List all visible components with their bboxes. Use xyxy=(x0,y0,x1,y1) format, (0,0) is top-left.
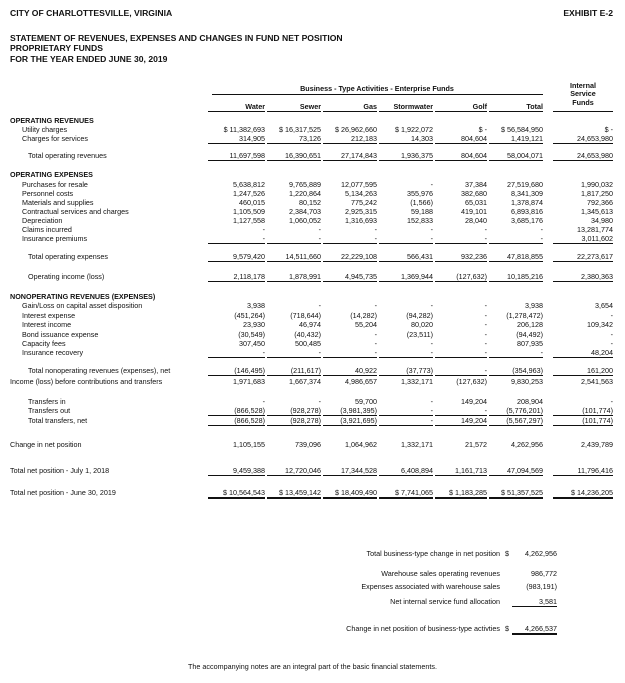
cell-value: 804,604 xyxy=(435,151,487,161)
cell-value: - xyxy=(484,339,487,348)
cell-value: - xyxy=(540,225,543,234)
cell-value: 792,366 xyxy=(587,198,613,207)
summary-label: Change in net position of business-type activties xyxy=(346,624,500,633)
table-row xyxy=(0,330,625,339)
cell-value: 9,765,889 xyxy=(289,180,321,189)
summary-value: 3,581 xyxy=(512,597,557,607)
cell-value: 14,303 xyxy=(379,134,433,144)
table-row xyxy=(0,301,625,310)
cell-value: 5,638,812 xyxy=(233,180,265,189)
cell-value: 22,229,108 xyxy=(323,252,377,262)
cell-value: - xyxy=(430,225,433,234)
cell-value: (101,774) xyxy=(553,406,613,416)
cell-value: 58,004,071 xyxy=(489,151,543,161)
row-label: Total operating expenses xyxy=(28,252,108,261)
exhibit-label: EXHIBIT E-2 xyxy=(563,8,613,18)
cell-value: (866,528) xyxy=(208,406,265,416)
cell-value: $ 16,317,525 xyxy=(279,125,321,134)
cell-value: - xyxy=(379,406,433,416)
cell-value: 804,604 xyxy=(435,134,487,144)
enterprise-funds-header: Business - Type Activities - Enterprise Funds xyxy=(300,84,454,93)
cell-value: 500,485 xyxy=(295,339,321,348)
cell-value: 37,384 xyxy=(465,180,487,189)
table-row xyxy=(0,348,625,357)
summary-row xyxy=(0,624,625,633)
row-label: Utility charges xyxy=(22,125,68,134)
cell-value: $ 14,236,205 xyxy=(553,488,613,499)
summary-currency: $ xyxy=(505,549,509,558)
cell-value: $ 26,962,660 xyxy=(335,125,377,134)
cell-value: - xyxy=(262,225,265,234)
cell-value: - xyxy=(323,234,377,244)
cell-value: 1,316,693 xyxy=(345,216,377,225)
table-row xyxy=(0,377,625,386)
summary-value: 4,262,956 xyxy=(525,549,557,558)
column-header-sewer: Sewer xyxy=(267,102,321,112)
cell-value: 1,127,558 xyxy=(233,216,265,225)
section-heading xyxy=(0,292,625,301)
row-label: Purchases for resale xyxy=(22,180,88,189)
table-row xyxy=(0,225,625,234)
cell-value: 6,893,816 xyxy=(511,207,543,216)
cell-value: (1,566) xyxy=(410,198,433,207)
cell-value: (94,492) xyxy=(516,330,543,339)
cell-value: $ 7,741,065 xyxy=(379,488,433,499)
title-line-2: PROPRIETARY FUNDS xyxy=(10,43,103,54)
table-row xyxy=(0,134,625,143)
summary-row xyxy=(0,569,625,578)
cell-value: 149,204 xyxy=(461,397,487,406)
cell-value: 3,685,176 xyxy=(511,216,543,225)
cell-value: (1,278,472) xyxy=(506,311,543,320)
cell-value: 21,572 xyxy=(465,440,487,449)
table-row xyxy=(0,466,625,475)
cell-value: 80,152 xyxy=(299,198,321,207)
column-header-stormwater: Stormwater xyxy=(379,102,433,112)
cell-value: (127,632) xyxy=(435,272,487,282)
cell-value: (3,921,695) xyxy=(323,416,377,426)
cell-value: - xyxy=(489,348,543,358)
cell-value: (354,963) xyxy=(489,366,543,376)
table-row xyxy=(0,189,625,198)
group-header-rule xyxy=(212,94,543,95)
cell-value: (23,511) xyxy=(406,330,433,339)
cell-value: 1,247,526 xyxy=(233,189,265,198)
cell-value: 1,990,032 xyxy=(581,180,613,189)
cell-value: 932,236 xyxy=(435,252,487,262)
cell-value: $ 51,357,525 xyxy=(489,488,543,499)
cell-value: 13,281,774 xyxy=(577,225,613,234)
cell-value: - xyxy=(374,330,377,339)
cell-value: 1,971,683 xyxy=(233,377,265,386)
cell-value: 59,700 xyxy=(355,397,377,406)
table-row xyxy=(0,440,625,449)
cell-value: - xyxy=(379,348,433,358)
cell-value: 4,262,956 xyxy=(511,440,543,449)
row-label: Materials and supplies xyxy=(22,198,94,207)
cell-value: 807,935 xyxy=(517,339,543,348)
cell-value: (5,567,297) xyxy=(489,416,543,426)
cell-value: 10,185,216 xyxy=(489,272,543,282)
cell-value: (928,278) xyxy=(267,416,321,426)
cell-value: (928,278) xyxy=(267,406,321,416)
cell-value: 1,369,944 xyxy=(379,272,433,282)
cell-value: (37,773) xyxy=(379,366,433,376)
cell-value: 2,380,363 xyxy=(553,272,613,282)
cell-value: 109,342 xyxy=(587,320,613,329)
cell-value: - xyxy=(208,348,265,358)
cell-value: 5,134,263 xyxy=(345,189,377,198)
isf-header-line-2: Service xyxy=(570,89,596,99)
cell-value: 1,220,864 xyxy=(289,189,321,198)
table-row xyxy=(0,272,625,281)
row-label: Operating income (loss) xyxy=(28,272,105,281)
cell-value: - xyxy=(435,234,487,244)
title-line-1: STATEMENT OF REVENUES, EXPENSES AND CHANGES IN FUND NET POSITION xyxy=(10,33,343,43)
city-name: CITY OF CHARLOTTESVILLE, VIRGINIA xyxy=(10,8,173,18)
cell-value: - xyxy=(610,397,613,406)
cell-value: - xyxy=(489,234,543,244)
cell-value: - xyxy=(318,397,321,406)
cell-value: 149,204 xyxy=(435,416,487,426)
cell-value: (451,264) xyxy=(234,311,265,320)
summary-label: Total business-type change in net position xyxy=(366,549,500,558)
cell-value: 8,341,309 xyxy=(511,189,543,198)
cell-value: 1,667,374 xyxy=(289,377,321,386)
cell-value: - xyxy=(208,234,265,244)
cell-value: 73,126 xyxy=(267,134,321,144)
cell-value: - xyxy=(484,330,487,339)
cell-value: (101,774) xyxy=(553,416,613,426)
cell-value: 55,204 xyxy=(355,320,377,329)
row-label: Interest income xyxy=(22,320,72,329)
row-label: Contractual services and charges xyxy=(22,207,129,216)
cell-value: 2,384,703 xyxy=(289,207,321,216)
cell-value: 3,938 xyxy=(525,301,543,310)
cell-value: - xyxy=(374,225,377,234)
cell-value: 3,011,602 xyxy=(553,234,613,244)
row-label: Personnel costs xyxy=(22,189,74,198)
cell-value: 46,974 xyxy=(299,320,321,329)
cell-value: - xyxy=(323,348,377,358)
column-header-total: Total xyxy=(489,102,543,112)
cell-value: 4,986,657 xyxy=(345,377,377,386)
cell-value: $ 10,564,543 xyxy=(208,488,265,499)
cell-value: 3,938 xyxy=(247,301,265,310)
cell-value: - xyxy=(318,301,321,310)
cell-value: 28,040 xyxy=(465,216,487,225)
cell-value: 1,064,962 xyxy=(345,440,377,449)
cell-value: - xyxy=(379,416,433,426)
cell-value: (718,644) xyxy=(290,311,321,320)
cell-value: 1,936,375 xyxy=(379,151,433,161)
cell-value: 1,332,171 xyxy=(401,377,433,386)
section-heading xyxy=(0,170,625,179)
table-row xyxy=(0,180,625,189)
cell-value: 1,161,713 xyxy=(435,466,487,476)
isf-header-rule xyxy=(553,111,613,112)
cell-value: 212,183 xyxy=(323,134,377,144)
cell-value: 1,817,250 xyxy=(581,189,613,198)
cell-value: - xyxy=(430,180,433,189)
cell-value: - xyxy=(374,301,377,310)
cell-value: 9,579,420 xyxy=(208,252,265,262)
cell-value: 1,378,874 xyxy=(511,198,543,207)
cell-value: 2,439,789 xyxy=(581,440,613,449)
cell-value: $ 11,382,693 xyxy=(223,125,265,134)
column-header-golf: Golf xyxy=(435,102,487,112)
table-row xyxy=(0,339,625,348)
cell-value: 4,945,735 xyxy=(323,272,377,282)
cell-value: $ 56,584,950 xyxy=(501,125,543,134)
cell-value: 27,174,843 xyxy=(323,151,377,161)
cell-value: 307,450 xyxy=(239,339,265,348)
cell-value: - xyxy=(435,366,487,376)
cell-value: - xyxy=(484,301,487,310)
cell-value: 566,431 xyxy=(379,252,433,262)
row-label: Change in net position xyxy=(10,440,82,449)
cell-value: 12,077,595 xyxy=(341,180,377,189)
row-label: OPERATING EXPENSES xyxy=(10,170,93,179)
isf-header-line-1: Internal xyxy=(570,81,596,90)
cell-value: 17,344,528 xyxy=(323,466,377,476)
cell-value: (127,632) xyxy=(456,377,487,386)
internal-service-funds-header xyxy=(553,82,613,107)
table-row xyxy=(0,151,625,160)
cell-value: 1,105,509 xyxy=(233,207,265,216)
row-label: Total net position - July 1, 2018 xyxy=(10,466,110,475)
table-row xyxy=(0,406,625,415)
cell-value: 14,511,660 xyxy=(267,252,321,262)
cell-value: 16,390,651 xyxy=(267,151,321,161)
row-label: Total transfers, net xyxy=(28,416,88,425)
cell-value: 34,980 xyxy=(591,216,613,225)
cell-value: - xyxy=(435,348,487,358)
cell-value: 739,096 xyxy=(295,440,321,449)
table-row xyxy=(0,252,625,261)
cell-value: 48,204 xyxy=(553,348,613,358)
row-label: Claims incurred xyxy=(22,225,72,234)
cell-value: 3,654 xyxy=(595,301,613,310)
summary-label: Net internal service fund allocation xyxy=(390,597,500,606)
cell-value: 11,796,416 xyxy=(553,466,613,476)
table-row xyxy=(0,488,625,497)
cell-value: 1,060,052 xyxy=(289,216,321,225)
cell-value: - xyxy=(484,320,487,329)
summary-value: 4,266,537 xyxy=(512,624,557,635)
cell-value: 2,925,315 xyxy=(345,207,377,216)
cell-value: - xyxy=(267,234,321,244)
summary-label: Warehouse sales operating revenues xyxy=(381,569,500,578)
cell-value: - xyxy=(430,397,433,406)
row-label: Total nonoperating revenues (expenses), net xyxy=(28,366,171,375)
cell-value: 206,128 xyxy=(517,320,543,329)
title-line-3: FOR THE YEAR ENDED JUNE 30, 2019 xyxy=(10,53,168,64)
column-header-gas: Gas xyxy=(323,102,377,112)
cell-value: $ 1,183,285 xyxy=(435,488,487,499)
row-label: Transfers in xyxy=(28,397,66,406)
cell-value: 775,242 xyxy=(351,198,377,207)
cell-value: 47,094,569 xyxy=(489,466,543,476)
row-label: Total operating revenues xyxy=(28,151,107,160)
table-row xyxy=(0,416,625,425)
cell-value: - xyxy=(374,339,377,348)
table-row xyxy=(0,207,625,216)
summary-value: (983,191) xyxy=(526,582,557,591)
cell-value: 1,105,155 xyxy=(233,440,265,449)
row-label: Income (loss) before contributions and transfers xyxy=(10,377,163,386)
cell-value: 12,720,046 xyxy=(267,466,321,476)
row-label: Bond issuance expense xyxy=(22,330,99,339)
cell-value: 152,833 xyxy=(407,216,433,225)
footnote: The accompanying notes are an integral part of the basic financial statements. xyxy=(188,662,437,671)
cell-value: - xyxy=(610,339,613,348)
cell-value: $ 18,409,490 xyxy=(323,488,377,499)
table-row xyxy=(0,320,625,329)
row-label: Insurance recovery xyxy=(22,348,84,357)
cell-value: 1,878,991 xyxy=(267,272,321,282)
cell-value: 314,905 xyxy=(208,134,265,144)
cell-value: (866,528) xyxy=(208,416,265,426)
cell-value: $ 13,459,142 xyxy=(267,488,321,499)
row-label: Capacity fees xyxy=(22,339,66,348)
cell-value: 6,408,894 xyxy=(379,466,433,476)
cell-value: 2,541,563 xyxy=(581,377,613,386)
summary-label: Expenses associated with warehouse sales xyxy=(361,582,500,591)
cell-value: 382,680 xyxy=(461,189,487,198)
cell-value: 23,930 xyxy=(243,320,265,329)
cell-value: 47,818,855 xyxy=(489,252,543,262)
row-label: Insurance premiums xyxy=(22,234,88,243)
cell-value: 80,020 xyxy=(411,320,433,329)
row-label: Depreciation xyxy=(22,216,63,225)
row-label: OPERATING REVENUES xyxy=(10,116,94,125)
row-label: Gain/Loss on capital asset disposition xyxy=(22,301,143,310)
cell-value: 24,653,980 xyxy=(553,151,613,161)
cell-value: - xyxy=(610,330,613,339)
isf-header-line-3: Funds xyxy=(572,97,594,107)
table-row xyxy=(0,366,625,375)
cell-value: 59,188 xyxy=(411,207,433,216)
cell-value: $ - xyxy=(604,125,613,134)
cell-value: (40,432) xyxy=(294,330,321,339)
cell-value: (146,495) xyxy=(208,366,265,376)
cell-value: 2,118,178 xyxy=(208,272,265,282)
summary-value: 986,772 xyxy=(531,569,557,578)
cell-value: $ - xyxy=(478,125,487,134)
cell-value: (5,776,201) xyxy=(489,406,543,416)
cell-value: 1,345,613 xyxy=(581,207,613,216)
cell-value: 419,101 xyxy=(461,207,487,216)
cell-value: (211,617) xyxy=(267,366,321,376)
table-row xyxy=(0,125,625,134)
cell-value: 9,459,388 xyxy=(208,466,265,476)
cell-value: - xyxy=(430,301,433,310)
table-row xyxy=(0,234,625,243)
cell-value: 1,332,171 xyxy=(401,440,433,449)
section-heading xyxy=(0,116,625,125)
cell-value: 1,419,121 xyxy=(489,134,543,144)
cell-value: - xyxy=(610,311,613,320)
row-label: Interest expense xyxy=(22,311,76,320)
cell-value: (3,981,395) xyxy=(323,406,377,416)
cell-value: - xyxy=(318,225,321,234)
row-label: Total net position - June 30, 2019 xyxy=(10,488,116,497)
cell-value: (94,282) xyxy=(406,311,433,320)
summary-row xyxy=(0,549,625,558)
cell-value: - xyxy=(484,225,487,234)
cell-value: 9,830,253 xyxy=(511,377,543,386)
cell-value: - xyxy=(262,397,265,406)
table-row xyxy=(0,216,625,225)
column-header-water: Water xyxy=(208,102,265,112)
cell-value: $ 1,922,072 xyxy=(395,125,433,134)
cell-value: 24,653,980 xyxy=(553,134,613,144)
row-label: NONOPERATING REVENUES (EXPENSES) xyxy=(10,292,156,301)
cell-value: - xyxy=(484,311,487,320)
cell-value: 161,200 xyxy=(553,366,613,376)
cell-value: 27,519,680 xyxy=(507,180,543,189)
cell-value: (14,282) xyxy=(350,311,377,320)
cell-value: 11,697,598 xyxy=(208,151,265,161)
cell-value: 40,922 xyxy=(323,366,377,376)
summary-currency: $ xyxy=(505,624,509,633)
table-row xyxy=(0,397,625,406)
cell-value: (30,549) xyxy=(238,330,265,339)
cell-value: - xyxy=(379,234,433,244)
row-label: Transfers out xyxy=(28,406,71,415)
cell-value: 65,031 xyxy=(465,198,487,207)
cell-value: 208,904 xyxy=(517,397,543,406)
table-row xyxy=(0,311,625,320)
row-label: Charges for services xyxy=(22,134,88,143)
cell-value: - xyxy=(435,406,487,416)
cell-value: 460,015 xyxy=(239,198,265,207)
summary-row xyxy=(0,582,625,591)
cell-value: 22,273,617 xyxy=(553,252,613,262)
cell-value: - xyxy=(267,348,321,358)
cell-value: - xyxy=(430,339,433,348)
table-row xyxy=(0,198,625,207)
cell-value: 355,976 xyxy=(407,189,433,198)
summary-row xyxy=(0,597,625,606)
